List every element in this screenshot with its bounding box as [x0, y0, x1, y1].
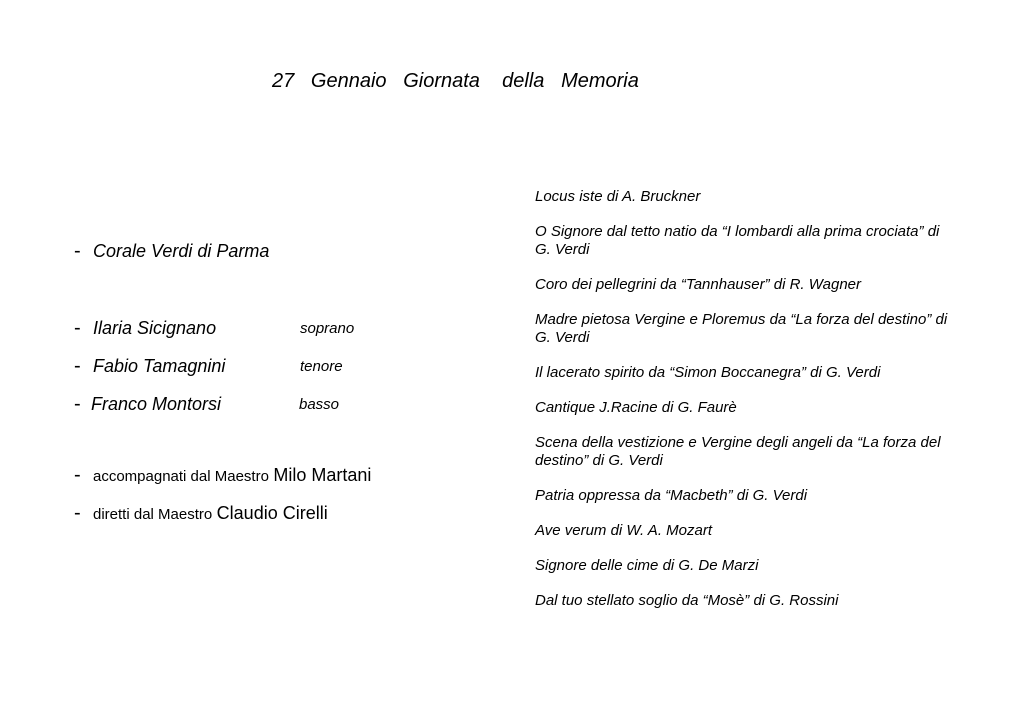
conducted-maestro: Claudio Cirelli — [216, 503, 328, 523]
soloist-line — [74, 317, 216, 340]
program-item: Madre pietosa Vergine e Ploremus da “La forza del destino” di G. Verdi — [535, 311, 948, 346]
dash: - — [74, 393, 81, 415]
chorus-name: Corale Verdi di Parma — [93, 241, 270, 261]
program-item: O Signore dal tetto natio da “I lombardi alla prima crociata” di G. Verdi — [535, 223, 940, 258]
dash: - — [74, 464, 81, 486]
conducted-line — [74, 502, 328, 525]
program-item: Coro dei pellegrini da “Tannhauser” di R. Wagner — [535, 276, 862, 293]
program-item: Signore delle cime di G. De Marzi — [535, 557, 759, 574]
soloist-role: basso — [299, 396, 340, 413]
dash: - — [74, 355, 81, 377]
soloist-role: tenore — [300, 358, 343, 375]
accompanied-maestro: Milo Martani — [273, 465, 372, 485]
program-item: Scena della vestizione e Vergine degli angeli da “La forza del destino” di G. Verdi — [535, 434, 941, 469]
program-item: Locus iste di A. Bruckner — [535, 188, 701, 205]
accompanied-line — [74, 464, 371, 487]
program-item: Ave verum di W. A. Mozart — [535, 522, 712, 539]
program-item: Patria oppressa da “Macbeth” di G. Verdi — [535, 487, 808, 504]
soloist-name: Ilaria Sicignano — [93, 318, 217, 338]
conducted-prefix: diretti dal Maestro — [93, 506, 213, 523]
accompanied-prefix: accompagnati dal Maestro — [93, 468, 269, 485]
program-item: Il lacerato spirito da “Simon Boccanegra” di G. Verdi — [535, 364, 881, 381]
chorus-line — [74, 240, 269, 263]
dash: - — [74, 317, 81, 339]
program-item: Cantique J.Racine di G. Faurè — [535, 399, 737, 416]
soloist-role: soprano — [300, 320, 355, 337]
dash: - — [74, 502, 81, 524]
soloist-line — [74, 355, 225, 378]
soloist-name: Franco Montorsi — [91, 394, 222, 414]
dash: - — [74, 240, 81, 262]
soloist-name: Fabio Tamagnini — [93, 356, 226, 376]
soloist-line — [74, 393, 221, 416]
program-item: Dal tuo stellato soglio da “Mosè” di G. Rossini — [535, 592, 839, 609]
program-list — [535, 188, 955, 627]
page-title: 27 Gennaio Giornata della Memoria — [272, 70, 639, 92]
